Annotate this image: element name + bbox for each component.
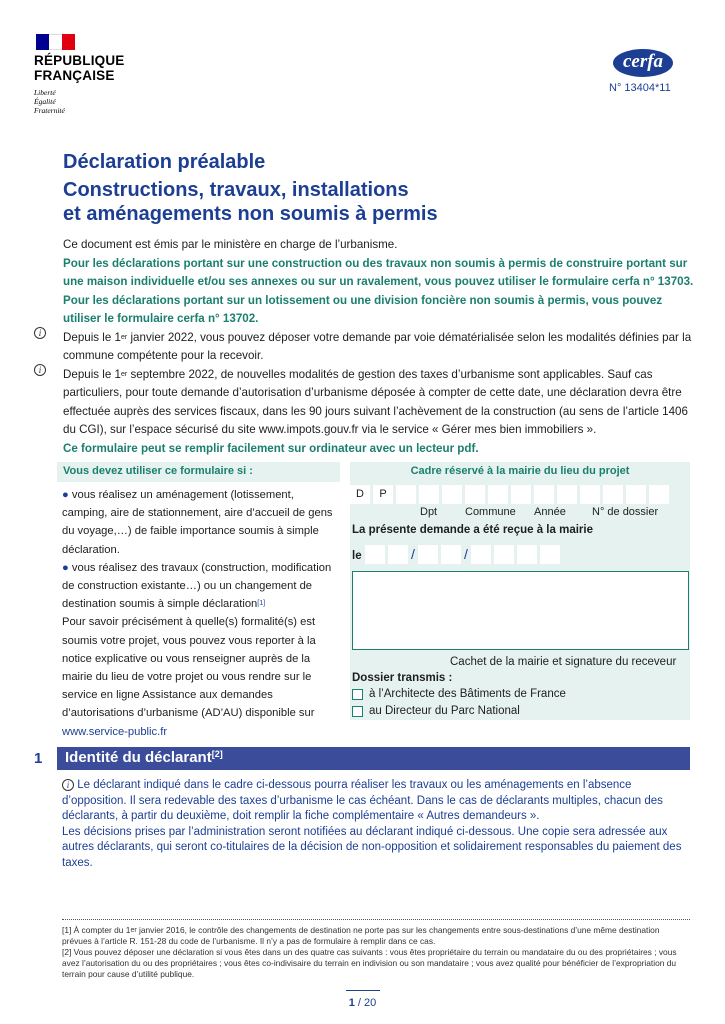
option-abf-label: à l’Architecte des Bâtiments de France [369,688,566,700]
option-abf[interactable] [352,688,566,700]
title-line1: Déclaration préalable [63,151,266,173]
usage-bullet-1-text: vous réalisez un aménagement (lotissement, camping, aire de stationnement, aire d’accueil de gens du voyage,…) de faible importance soumis à simple déclaration. [62,489,333,556]
motto-egalite: Égalité [34,97,56,106]
page-number [0,997,725,1009]
section-paragraph-1 [62,778,690,825]
motto-liberte: Liberté [34,88,56,97]
footnotes [62,925,690,980]
dossier-cell[interactable] [465,485,485,504]
date-cells [365,545,560,564]
bullet-icon: ● [62,489,72,501]
footnote-1 [62,925,690,947]
motto-fraternite: Fraternité [34,106,65,115]
footnote-ref-2[interactable]: [2] [211,749,223,759]
cerfa-logo: cerfa [613,49,673,77]
abf-checkbox[interactable] [352,689,363,700]
label-dpt: Dpt [420,506,438,518]
republic-motto [34,88,65,115]
section-number: 1 [34,750,43,767]
form-title [63,150,438,226]
date-cell[interactable] [441,545,461,564]
info-paragraph-1 [63,329,703,366]
stamp-caption: Cachet de la mairie et signature du receveur [450,656,677,668]
title-line3: et aménagements non soumis à permis [63,203,438,225]
info-icon: i [34,327,46,339]
dossier-cell[interactable] [603,485,623,504]
intro-paragraph-1: Ce document est émis par le ministère en charge de l’urbanisme. [63,238,398,251]
intro-text [63,236,703,458]
page-total: / 20 [354,997,377,1009]
usage-conditions-heading: Vous devez utiliser ce formulaire si : [57,462,340,482]
dossier-cell[interactable] [557,485,577,504]
usage-conditions-body [62,486,342,741]
footnote-ref-1[interactable]: [1] [257,600,266,608]
republique-francaise-logo [34,53,125,83]
date-cell[interactable] [365,545,385,564]
info-paragraph-2 [63,366,703,440]
dossier-cell[interactable] [488,485,508,504]
footnote-1-text-a: [1] À compter du 1 [62,925,131,935]
page-current: 1 [348,997,355,1009]
option-parc-national-label: au Directeur du Parc National [369,705,520,717]
date-cell[interactable] [494,545,514,564]
date-cell[interactable] [540,545,560,564]
info1-sup: er [121,333,128,341]
dossier-cell[interactable] [580,485,600,504]
section-paragraph-1-text: Le déclarant indiqué dans le cadre ci-dessous pourra réaliser les travaux ou les aménagements en l’absence d’opposition. Il sera redevable des taxes d’urbanisme le cas échéant. Dans le cas de déclarants multiples, chacun des déclarants, à partir du deuxième, doit remplir la fiche complémentaire « Autres demandeurs ». [62,779,663,822]
footnote-1-text-b: janvier 2016, le contrôle des changements de destination ne porte pas sur les changements entre sous-destinations d’une même destination prévues à l’article R. 151-28 du code de l’urbanisme. Il n’y a pas de formulaire à remplir dans ce cas. [62,925,660,946]
section-paragraph-2: Les décisions prises par l’administration seront notifiées au déclarant indiqué ci-dessous. Une copie sera adressée aux autres déclarants, qui seront co-titulaires de la décision de non-opposition et solidairement responsables du paiement des taxes. [62,825,682,869]
pdf-note: Ce formulaire peut se remplir facilement sur ordinateur avec un lecteur pdf. [63,441,479,455]
intro-paragraph-2: Pour les déclarations portant sur une construction ou des travaux non soumis à permis de construire portant sur une maison individuelle et/ou ses annexes ou sur un ravalement, vous pouvez utiliser le formulaire cerfa n° 13703. Pour les déclarations portant sur un lotissement ou une division foncière non soumis à permis, vous pouvez utiliser le formulaire cerfa n° 13702. [63,256,694,325]
info-icon: i [62,779,74,791]
date-cell[interactable] [418,545,438,564]
section-title: Identité du déclarant [65,749,212,766]
usage-bullet-2 [62,559,342,614]
stamp-area[interactable] [352,571,689,650]
date-cell[interactable] [517,545,537,564]
bullet-icon: ● [62,561,72,574]
dossier-cell[interactable] [419,485,439,504]
footnote-2: [2] Vous pouvez déposer une déclaration si vous êtes dans un des quatre cas suivants : vous êtes propriétaire du terrain ou mandataire du ou des propriétaires ; vous avez l’autorisation du ou des propriétaires ; vous êtes co-indivisaire du terrain en indivision ou son mandataire ; vous avez qualité pour bénéficier de l’expropriation du terrain pour cause d’utilité publique. [62,947,677,979]
usage-bullet-1 [62,486,342,559]
cell-p: P [373,485,393,504]
info1-text-a: Depuis le 1 [63,330,122,344]
dossier-cell[interactable] [396,485,416,504]
info-icon: i [34,364,46,376]
service-public-link[interactable]: www.service-public.fr [62,725,168,738]
label-commune: Commune [465,506,516,518]
info2-text-a: Depuis le 1 [63,367,122,381]
parc-national-checkbox[interactable] [352,706,363,717]
dossier-cell[interactable] [511,485,531,504]
info1-text-b: janvier 2022, vous pouvez déposer votre demande par voie dématérialisée selon les modalités définies par la commune compétente pour la recevoir. [63,330,692,362]
dossier-cell[interactable] [626,485,646,504]
info2-sup: er [121,370,128,378]
footnote-divider [62,919,690,920]
label-annee: Année [534,506,566,518]
cell-d: D [350,485,370,504]
info2-text-b: septembre 2022, de nouvelles modalités de gestion des taxes d’urbanisme sont applicables. Sauf cas particuliers, pour toute demande d’autorisation d’urbanisme déposée à compter de cette date, une déclaration devra être effectuée auprès des services fiscaux, dans les 90 jours suivant l’achèvement de la construction (au sens de l’article 1406 du CGI), sur l’espace sécurisé du site www.impots.gouv.fr via le service « Gérer mes bien immobiliers ». [63,367,688,436]
dossier-transmis-label: Dossier transmis : [352,672,453,684]
usage-paragraph: Pour savoir précisément à quelle(s) formalité(s) est soumis votre projet, vous pouvez vous reporter à la notice explicative ou vous renseigner auprès de la mairie du lieu de votre projet ou vous rendre sur le service en ligne Assistance aux demandes d’autorisations d’urbanisme (AD’AU) disponible sur [62,616,316,720]
dossier-number-cells [350,485,669,504]
date-cell[interactable] [471,545,491,564]
footnote-1-sup: er [130,927,137,934]
mairie-reserved-heading: Cadre réservé à la mairie du lieu du projet [410,465,630,477]
dossier-cell[interactable] [534,485,554,504]
date-label: le [352,550,362,562]
date-separator: / [411,546,415,562]
received-label: La présente demande a été reçue à la mairie [352,524,593,536]
rf-line2: FRANÇAISE [34,68,115,83]
rf-line1: RÉPUBLIQUE [34,53,125,68]
dossier-cell[interactable] [649,485,669,504]
option-parc-national[interactable] [352,705,520,717]
date-cell[interactable] [388,545,408,564]
rf-flag-logo [36,34,75,50]
section-text [62,778,690,871]
section-header [57,747,690,770]
title-line2: Constructions, travaux, installations [63,179,409,201]
page-number-rule [346,990,380,991]
label-dossier: N° de dossier [592,506,659,518]
cerfa-number: N° 13404*11 [609,82,671,94]
usage-bullet-2-text: vous réalisez des travaux (construction, modification de construction existante…) ou un changement de destination soumis à simple déclaration [62,561,332,611]
dossier-cell[interactable] [442,485,462,504]
date-separator: / [464,546,468,562]
